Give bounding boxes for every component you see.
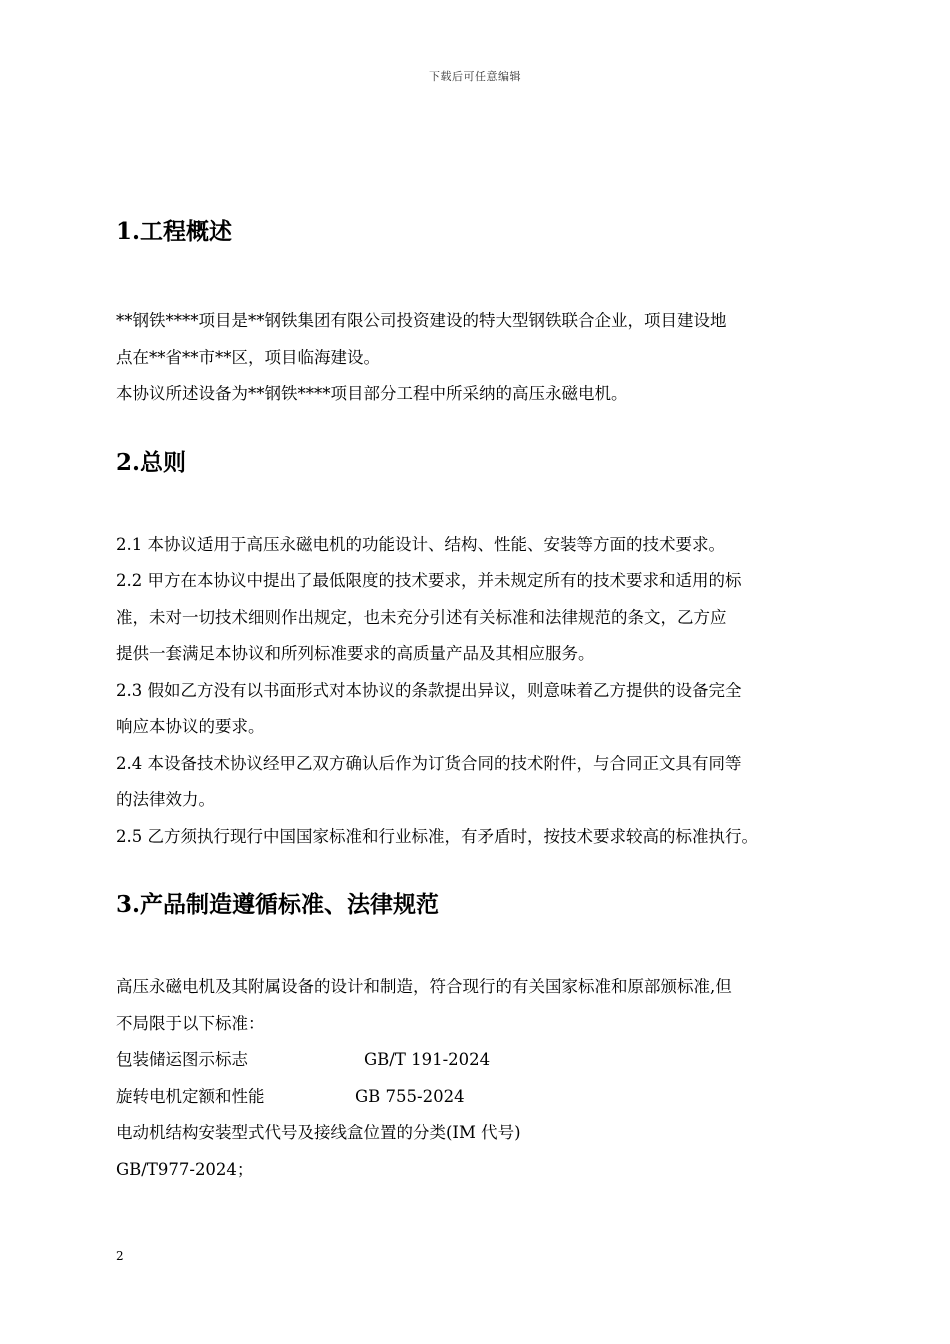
header-note: 下载后可任意编辑: [429, 70, 521, 83]
clause-line: 响应本协议的要求。: [116, 717, 265, 736]
clause-line: 2.1 本协议适用于高压永磁电机的功能设计、结构、性能、安装等方面的技术要求。: [116, 534, 725, 554]
section-title-standards: 3.产品制造遵循标准、法律规范: [116, 891, 440, 918]
clause-line: 2.4 本设备技术协议经甲乙双方确认后作为订货合同的技术附件，与合同正文具有同等: [116, 753, 742, 773]
section-title-general: 2.总则: [116, 448, 187, 476]
standard-name: 包装储运图示标志: [116, 1050, 248, 1069]
clause-line: 2.3 假如乙方没有以书面形式对本协议的条款提出异议，则意味着乙方提供的设备完全: [116, 680, 742, 700]
clause-line: 的法律效力。: [116, 790, 215, 809]
paragraph-line: 点在**省**市**区，项目临海建设。: [116, 347, 380, 367]
standard-code: GB 755-2024: [355, 1086, 465, 1106]
standard-name: 旋转电机定额和性能: [116, 1086, 265, 1106]
standard-code: GB/T 191-2024: [364, 1050, 491, 1069]
standard-row: [116, 1079, 840, 1116]
paragraph-line: 高压永磁电机及其附属设备的设计和制造，符合现行的有关国家标准和原部颁标准,但: [116, 977, 732, 996]
clause-line: 2.5 乙方须执行现行中国国家标准和行业标准，有矛盾时，按技术要求较高的标准执行。: [116, 826, 758, 846]
page-number: 2: [116, 1249, 124, 1263]
paragraph-line: **钢铁****项目是**钢铁集团有限公司投资建设的特大型钢铁联合企业，项目建设地: [116, 311, 727, 330]
clause-line: 准，未对一切技术细则作出规定，也未充分引述有关标准和法律规范的条文，乙方应: [116, 607, 727, 627]
paragraph-line: 电动机结构安装型式代号及接线盒位置的分类(IM 代号): [116, 1123, 521, 1142]
clause-line: 2.2 甲方在本协议中提出了最低限度的技术要求，并未规定所有的技术要求和适用的标: [116, 571, 742, 590]
standard-row: [116, 1042, 840, 1079]
section-title-overview: 1.工程概述: [116, 218, 233, 245]
clause-line: 提供一套满足本协议和所列标准要求的高质量产品及其相应服务。: [116, 644, 595, 663]
document-body: [116, 212, 840, 1188]
paragraph-line: 不局限于以下标准：: [116, 1013, 265, 1033]
paragraph-line: 本协议所述设备为**钢铁****项目部分工程中所采纳的高压永磁电机。: [116, 384, 628, 403]
paragraph-line: GB/T977-2024；: [116, 1159, 254, 1179]
